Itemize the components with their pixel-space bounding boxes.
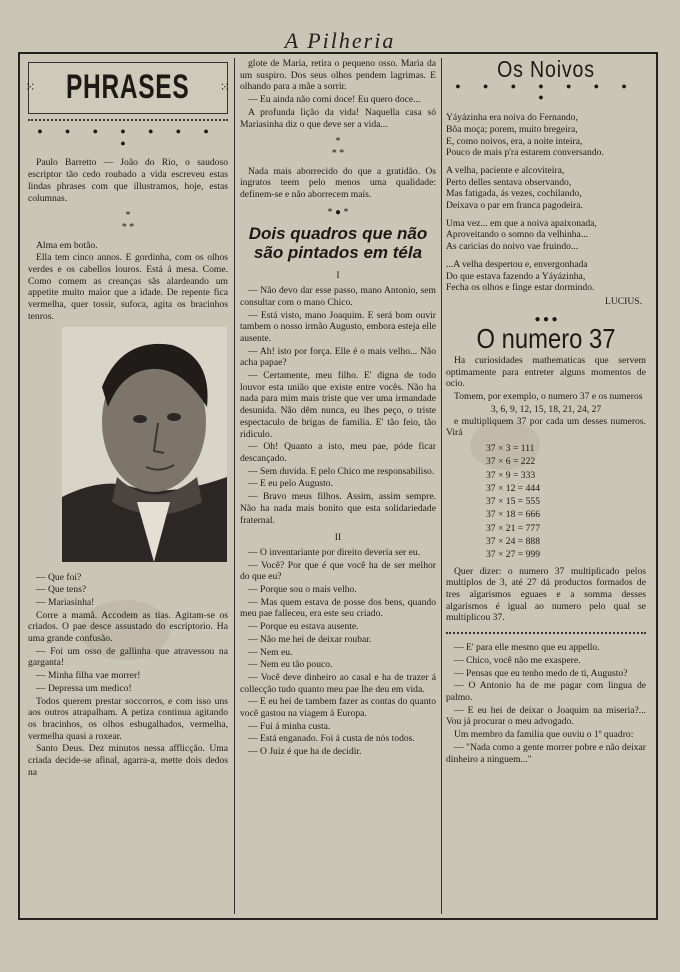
text-paragraph: Santo Deus. Dez minutos nessa afflicção. Uma criada decide-se afinal, agarra-a, mette dois dedos na <box>28 743 228 778</box>
text-paragraph: Ella tem cinco annos. E gordinha, com os olhos verdes e os cabellos louros. Está á mesa. Come. Como comem as creanças sãs alardeando um appetite muito maior que a idade. De repente fica vermelha, quer tossir, sufoca, agita os bracinhos tenros. <box>28 252 228 322</box>
dialogue-line: — Bravo meus filhos. Assim, assim sempre. Não ha nada mais bonito que esta solidariedade fraternal. <box>240 491 436 526</box>
dialogue-line: — O inventariante por direito deveria ser eu. <box>248 546 421 558</box>
table-row: 37 × 18 = 666 <box>486 509 540 521</box>
dialogue-line: — Porque eu estava ausente. <box>248 621 359 633</box>
table-row: 37 × 27 = 999 <box>486 549 540 561</box>
text-line: — Que tens? <box>36 584 87 596</box>
verse-stanza <box>446 259 646 294</box>
text-paragraph: Um membro da familia que ouviu o 1º quadro: <box>454 729 634 741</box>
ornament-icon: ⁙ <box>25 80 37 95</box>
verse-line: A velha, paciente e alcoviteira, <box>446 164 565 176</box>
section-number: II <box>334 532 342 544</box>
dialogue-line: — Você deve dinheiro ao casal e ha de trazer á collecção tudo quanto meu pae lhe deu em vida. <box>240 671 436 695</box>
table-row: 37 × 21 = 777 <box>486 522 540 534</box>
verse-line: Mas fatigada, ás vezes, cochilando, <box>446 188 582 200</box>
column-middle <box>240 58 436 914</box>
dialogue-line: — E eu hei de tambem fazer as contas do quanto você gastou na viagem á Europa. <box>240 696 436 720</box>
dialogue-line: — Mas quem estava de posse dos bens, quando meu pae falleceu, era este seu criado. <box>240 596 436 620</box>
dialogue-line: — Nem eu tão pouco. <box>248 659 333 671</box>
dialogue-line: — O Juiz é que ha de decidir. <box>248 746 362 758</box>
poem-signature: LUCIUS. <box>604 295 642 307</box>
text-paragraph: Todos querem prestar soccorros, e com isso uns aos outros atrapalham. A petiza continua agitando os bracinhos, os olhos esbugalhados, vermelha, vermelha quasi a roxear. <box>28 695 228 742</box>
verse-stanza <box>446 112 646 159</box>
table-row: 37 × 3 = 111 <box>486 442 535 454</box>
column-right <box>446 58 646 914</box>
star-separator: * * * <box>331 136 345 159</box>
dialogue-line: — Não devo dar esse passo, mano Antonio, sem consultar com o mano Chico. <box>240 285 436 308</box>
text-paragraph: Ha curiosidades mathematicas que servem optimamente para entreter alguns momentos de ocio. <box>446 355 646 390</box>
ornament-icon: ⁙ <box>219 80 231 95</box>
dot-ornament: ● ● ● ● ● ● ● ● <box>455 80 637 103</box>
text-paragraph: A profunda lição da vida! Naquella casa só Mariasinha diz o que deve ser a vida... <box>240 106 436 130</box>
text-paragraph: — Foi um osso de gallinha que atravessou na garganta! <box>28 645 228 669</box>
dialogue-line: — E eu hei de deixar o Joaquim na miseria?... Vou já procurar o meu advogado. <box>446 704 646 728</box>
dialogue-line: — Oh! Quanto a isto, meu pae, póde ficar descançado. <box>240 441 436 464</box>
text-paragraph: Nada mais aborrecido do que a gratidão. Os ingratos teem pelo menos uma qualidade: definem-se e não aborrecem mais. <box>240 165 436 201</box>
dialogue-line: — Porque sou o mais velho. <box>248 584 357 596</box>
ornamental-rule <box>446 632 646 634</box>
dialogue-line: — Certamente, meu filho. E' digna de todo louvor esta união que existe entre vocês. Não ha nada para mim mais triste que ver uma irmandade desunida. Não dêm nunca, eu lhes peço, o triste espectaculo de brigas de familia. E' tão feio, tão ridiculo. <box>240 370 436 440</box>
table-row: 37 × 9 = 333 <box>486 469 536 481</box>
text-paragraph: Quer dizer: o numero 37 multiplicado pelos multiplos de 3, até 27 dá productos formados de tres algarismos eguaes e a somma desses algarismos é igual ao numero pelo qual se multiplicou 37. <box>446 565 646 624</box>
verse-line: Uma vez... em que a noiva apaixonada, <box>446 217 597 229</box>
dialogue-line: — Você? Por que é que você ha de ser melhor do que eu? <box>240 559 436 583</box>
text-paragraph: Corre a mamã. Accodem as tias. Agitam-se os criados. O pae desce assustado do escriptorio. Ha uma grande confusão. <box>28 609 228 645</box>
phrases-heading: PHRASES <box>66 68 190 107</box>
author-portrait <box>62 327 227 562</box>
verse-line: Do que estava fazendo a Yáyázinha, <box>446 270 586 282</box>
numero-37-heading: O numero 37 <box>476 323 616 355</box>
verse-line: Deixava o par em franca pagodeira. <box>446 200 583 212</box>
table-row: 37 × 24 = 888 <box>486 536 540 548</box>
dialogue-line: — O Antonio ha de me pagar com lingua de palmo. <box>446 680 646 703</box>
text-line: — Que foi? <box>36 571 82 583</box>
dialogue-line: — "Nada como a gente morrer pobre e não deixar dinheiro a ninguem..." <box>446 741 646 765</box>
verse-stanza <box>446 218 646 253</box>
table-row: 37 × 12 = 444 <box>486 482 540 494</box>
dialogue-line: — Nem eu. <box>248 646 293 658</box>
phrases-intro: Paulo Barretto — João do Rio, o saudoso escriptor tão cedo roubado a vida escreveu estas lindas phrases com que illustramos, hoje, estas columnas. <box>28 157 228 204</box>
verse-line: Fecha os olhos e finge estar dormindo. <box>446 282 595 294</box>
text-paragraph: Tomem, por exemplo, o numero 37 e os numeros <box>454 391 643 403</box>
dialogue-line: — Pensas que eu tenho medo de ti, Augusto? <box>454 667 628 679</box>
verse-line: Perto delles sentava observando, <box>446 176 572 188</box>
text-paragraph: glote de Maria, retira o pequeno osso. Maria da um suspiro. Dos seus olhos pendem lagrimas. E olhando para a mãe a sorrir. <box>240 58 436 93</box>
verse-line: Yáyázinha era noiva do Fernando, <box>446 112 578 124</box>
ornamental-rule <box>28 119 228 121</box>
column-rule <box>234 58 235 914</box>
multiplication-table <box>486 442 646 562</box>
dialogue-line: — Está enganado. Foi á custa de nós todos. <box>248 733 415 745</box>
section-number: I <box>336 270 340 282</box>
text-line: — Mariasinha! <box>36 596 95 608</box>
text-paragraph: — Minha filha vae morrer! <box>36 670 141 682</box>
star-separator: * * * <box>121 210 135 233</box>
verse-line: Pouco de mais p'ra estarem conversando. <box>446 147 604 159</box>
verse-line: As caricias do noivo vae fruindo... <box>446 241 579 253</box>
number-sequence: 3, 6, 9, 12, 15, 18, 21, 24, 27 <box>490 403 602 415</box>
dot-ornament: ● ● ● ● ● ● ● ● <box>37 126 219 148</box>
verse-line: Bôa moça; porem, muito bregeira, <box>446 123 578 135</box>
dois-quadros-title: Dois quadros que não são pintados em téla <box>248 224 428 263</box>
table-row: 37 × 15 = 555 <box>486 496 540 508</box>
text-paragraph: — Depressa um medico! <box>36 682 132 694</box>
running-title: A Pilheria <box>284 28 396 53</box>
star-separator: ● ● ● <box>534 313 558 325</box>
verse-stanza <box>446 165 646 212</box>
table-row: 37 × 6 = 222 <box>486 456 536 468</box>
star-separator: * ● * <box>327 206 349 218</box>
dialogue-line: — Fui á minha custa. <box>248 720 331 732</box>
dialogue-line: — Sem duvida. E pelo Chico me responsabiliso. <box>248 465 435 477</box>
text-paragraph: e multipliquem 37 por cada um desses numeros. Virá <box>446 415 646 439</box>
dialogue-line: — E' para elle mesmo que eu appello. <box>454 642 600 654</box>
verse-line: Aproveitando o somno da velhinha... <box>446 229 589 241</box>
text-paragraph: Alma em botão. <box>36 239 98 251</box>
phrases-heading-box <box>25 62 231 114</box>
dialogue-line: — Não me hei de deixar roubar. <box>248 633 372 645</box>
dialogue-line: — E eu pelo Augusto. <box>248 478 334 490</box>
verse-line: E, como noivos, era, a noite inteira, <box>446 135 583 147</box>
text-paragraph: — Eu ainda não comi doce! Eu quero doce... <box>248 94 421 106</box>
column-rule <box>441 58 442 914</box>
verse-line: ...A velha despertou e, envergonhada <box>446 258 588 270</box>
noivos-heading: Os Noivos <box>497 56 595 82</box>
column-left <box>25 58 231 914</box>
dialogue-line: — Chico, você não me exaspere. <box>454 654 581 666</box>
dialogue-line: — Ah! isto por força. Elle é o mais velho... Não acha papae? <box>240 345 436 369</box>
dialogue-line: — Está visto, mano Joaquim. E será bom ouvir tambem o nosso irmão Augusto, embora esteja elle ausente. <box>240 309 436 344</box>
